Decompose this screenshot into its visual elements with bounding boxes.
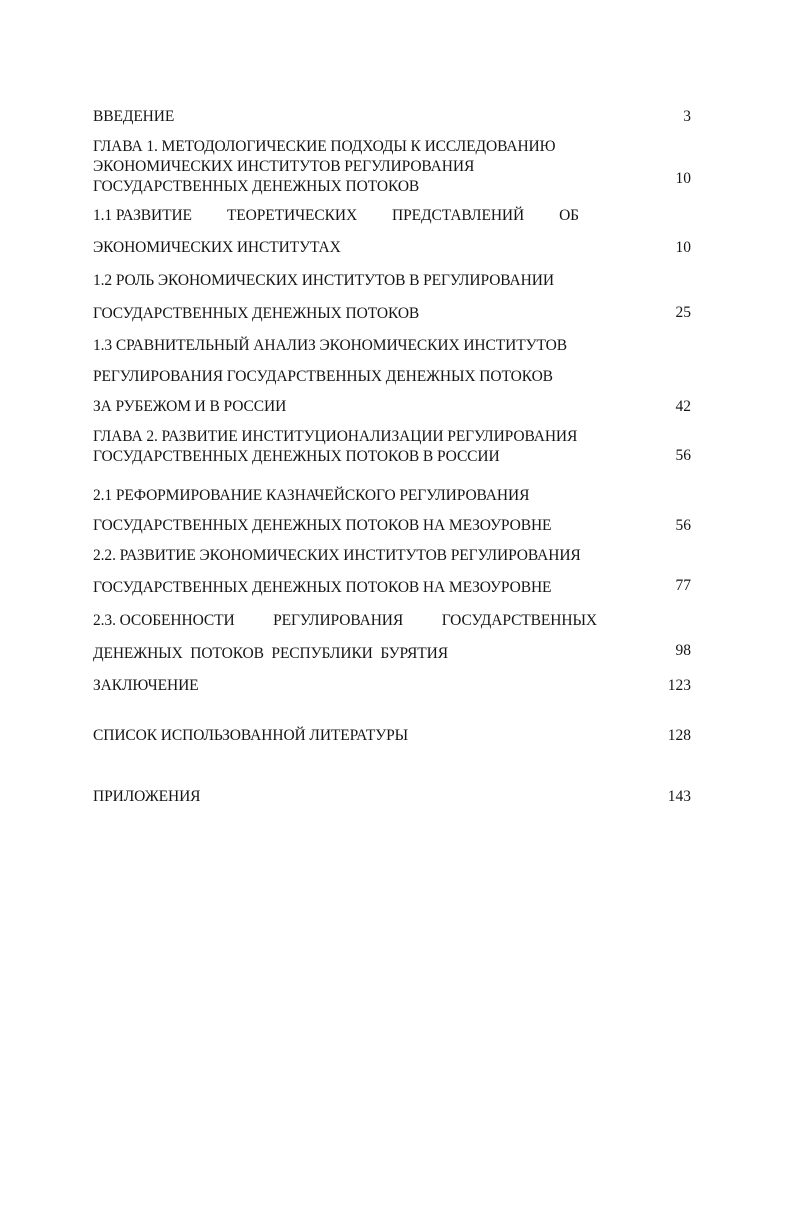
toc-word: ГОСУДАРСТВЕННЫХ bbox=[441, 612, 597, 629]
toc-section-1-2-page: 25 bbox=[675, 304, 691, 321]
toc-word: 1.1 РАЗВИТИЕ bbox=[93, 207, 192, 224]
toc-section-2-1-line: 2.1 РЕФОРМИРОВАНИЕ КАЗНАЧЕЙСКОГО РЕГУЛИРОВАНИЯ bbox=[93, 487, 530, 504]
toc-chapter2-page: 56 bbox=[675, 447, 691, 464]
toc-word: ОБ bbox=[559, 207, 579, 224]
toc-chapter2-title-line: ГЛАВА 2. РАЗВИТИЕ ИНСТИТУЦИОНАЛИЗАЦИИ РЕГУЛИРОВАНИЯ bbox=[93, 428, 578, 445]
toc-word: 2.3. ОСОБЕННОСТИ bbox=[93, 612, 235, 629]
toc-section-1-1-line: ЭКОНОМИЧЕСКИХ ИНСТИТУТАХ bbox=[93, 239, 341, 256]
toc-word: ТЕОРЕТИЧЕСКИХ bbox=[226, 207, 358, 224]
toc-chapter1-title-line: ЭКОНОМИЧЕСКИХ ИНСТИТУТОВ РЕГУЛИРОВАНИЯ bbox=[93, 158, 475, 175]
toc-chapter1-title-line: ГЛАВА 1. МЕТОДОЛОГИЧЕСКИЕ ПОДХОДЫ К ИССЛЕДОВАНИЮ bbox=[93, 138, 556, 155]
toc-references-title: СПИСОК ИСПОЛЬЗОВАННОЙ ЛИТЕРАТУРЫ bbox=[93, 727, 409, 744]
toc-section-2-3-line bbox=[93, 611, 597, 630]
toc-section-1-3-line: ЗА РУБЕЖОМ И В РОССИИ bbox=[93, 398, 287, 415]
toc-section-1-1-line bbox=[93, 206, 579, 225]
toc-section-2-2-line: ГОСУДАРСТВЕННЫХ ДЕНЕЖНЫХ ПОТОКОВ НА МЕЗОУРОВНЕ bbox=[93, 579, 552, 596]
toc-section-1-3-line: РЕГУЛИРОВАНИЯ ГОСУДАРСТВЕННЫХ ДЕНЕЖНЫХ ПОТОКОВ bbox=[93, 368, 553, 385]
toc-references-page: 128 bbox=[667, 727, 691, 744]
toc-section-1-1-page: 10 bbox=[675, 239, 691, 256]
toc-chapter2-title-line: ГОСУДАРСТВЕННЫХ ДЕНЕЖНЫХ ПОТОКОВ В РОССИИ bbox=[93, 448, 500, 465]
toc-section-1-3-page: 42 bbox=[675, 398, 691, 415]
toc-chapter1-page: 10 bbox=[675, 170, 691, 187]
toc-section-2-1-page: 56 bbox=[675, 517, 691, 534]
toc-intro-title: ВВЕДЕНИЕ bbox=[93, 108, 175, 125]
toc-word: РЕГУЛИРОВАНИЯ bbox=[273, 612, 404, 629]
toc-section-2-2-line: 2.2. РАЗВИТИЕ ЭКОНОМИЧЕСКИХ ИНСТИТУТОВ РЕГУЛИРОВАНИЯ bbox=[93, 547, 581, 564]
toc-section-2-1-line: ГОСУДАРСТВЕННЫХ ДЕНЕЖНЫХ ПОТОКОВ НА МЕЗОУРОВНЕ bbox=[93, 517, 552, 534]
toc-appendices-page: 143 bbox=[667, 788, 691, 805]
toc-conclusion-page: 123 bbox=[667, 677, 691, 694]
toc-conclusion-title: ЗАКЛЮЧЕНИЕ bbox=[93, 677, 199, 694]
toc-section-2-2-page: 77 bbox=[675, 577, 691, 594]
toc-appendices-title: ПРИЛОЖЕНИЯ bbox=[93, 788, 201, 805]
toc-section-1-2-line: ГОСУДАРСТВЕННЫХ ДЕНЕЖНЫХ ПОТОКОВ bbox=[93, 305, 420, 322]
toc-section-1-3-line: 1.3 СРАВНИТЕЛЬНЫЙ АНАЛИЗ ЭКОНОМИЧЕСКИХ ИНСТИТУТОВ bbox=[93, 337, 567, 354]
toc-word: ПРЕДСТАВЛЕНИЙ bbox=[392, 207, 525, 224]
toc-section-2-3-page: 98 bbox=[675, 642, 691, 659]
toc-intro-page: 3 bbox=[683, 108, 691, 125]
toc-chapter1-title-line: ГОСУДАРСТВЕННЫХ ДЕНЕЖНЫХ ПОТОКОВ bbox=[93, 178, 420, 195]
toc-section-2-3-line: ДЕНЕЖНЫХ ПОТОКОВ РЕСПУБЛИКИ БУРЯТИЯ bbox=[93, 645, 448, 662]
toc-section-1-2-line: 1.2 РОЛЬ ЭКОНОМИЧЕСКИХ ИНСТИТУТОВ В РЕГУЛИРОВАНИИ bbox=[93, 272, 554, 289]
